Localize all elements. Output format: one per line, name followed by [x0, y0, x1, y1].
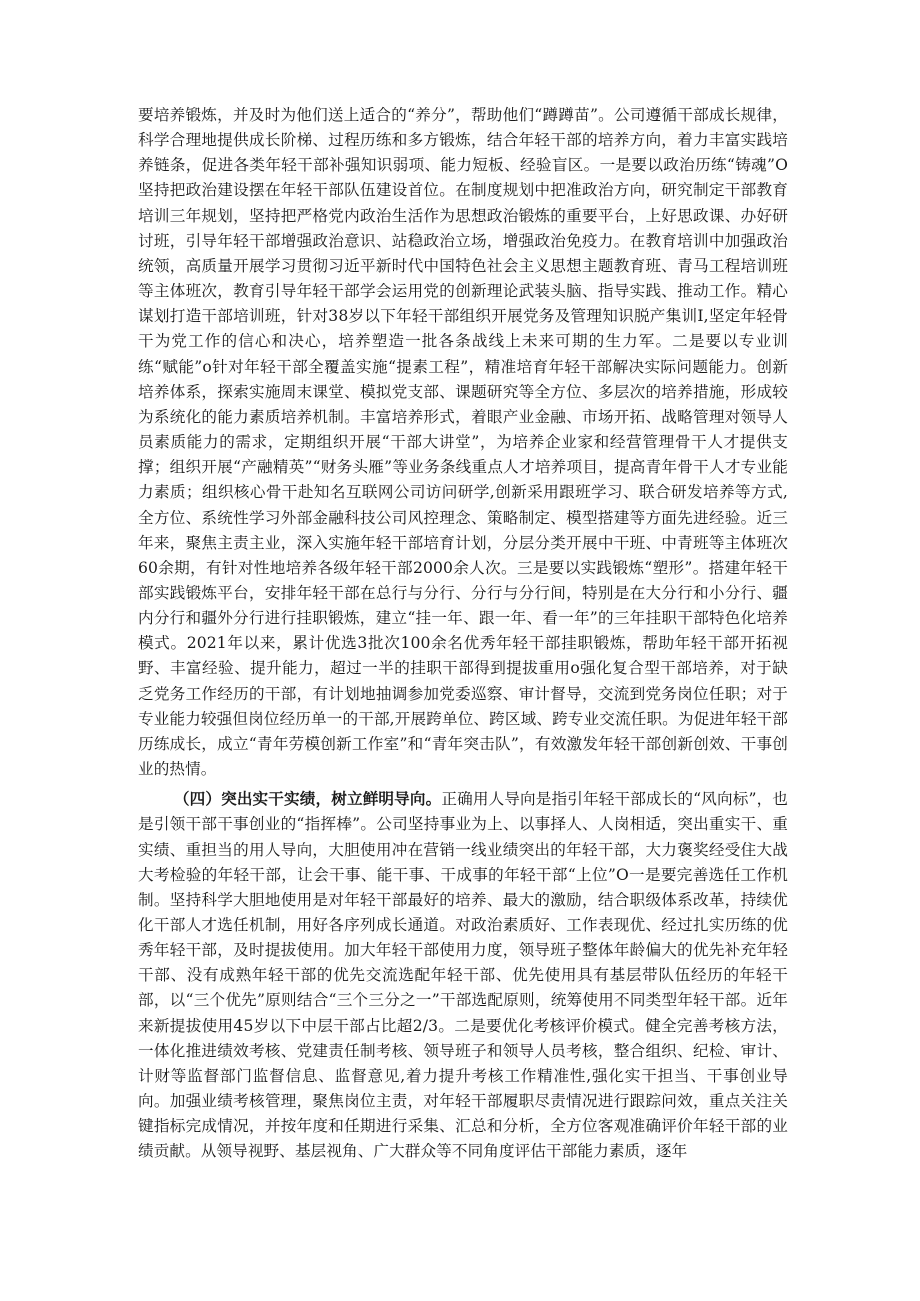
body-paragraph-2: [138, 786, 788, 1164]
body-paragraph-2-text: 正确用人导向是指引年轻干部成长的“风向标”，也是引领干部干事创业的“指挥棒”。公司坚持事业为上、以事择人、人岗相适，突出重实干、重实绩、重担当的用人导向，大胆使用冲在营销一线业绩突出的年轻干部，大力褒奖经受住大战大考检验的年轻干部，让会干事、能干事、干成事的年轻干部“上位”O一是要完善选任工作机制。坚持科学大胆地使用是对年轻干部最好的培养、最大的激励，结合职级体系改革，持续优化干部人才选任机制，用好各序列成长通道。对政治素质好、工作表现优、经过扎实历练的优秀年轻干部，及时提拔使用。加大年轻干部使用力度，领导班子整体年龄偏大的优先补充年轻干部、没有成熟年轻干部的优先交流选配年轻干部、优先使用具有基层带队伍经历的年轻干部，以“三个优先”原则结合“三个三分之一”干部选配原则，统筹使用不同类型年轻干部。近年来新提拔使用45岁以下中层干部占比超2/3。二是要优化考核评价模式。健全完善考核方法，一体化推进绩效考核、党建责任制考核、领导班子和领导人员考核，整合组织、纪检、审计、计财等监督部门监督信息、监督意见,着力提升考核工作精准性,强化实干担当、干事创业导向。加强业绩考核管理，聚焦岗位主责，对年轻干部履职尽责情况进行跟踪问效，重点关注关键指标完成情况，并按年度和任期进行采集、汇总和分析，全方位客观准确评价年轻干部的业绩贡献。从领导视野、基层视角、广大群众等不同角度评估干部能力素质，逐年: [138, 790, 788, 1161]
section-heading-4: （四）突出实干实绩，树立鲜明导向。: [173, 789, 442, 809]
document-page: [138, 103, 788, 1165]
body-paragraph-1: 要培养锻炼，并及时为他们送上适合的“养分”，帮助他们“蹲蹲苗”。公司遵循干部成长规律，科学合理地提供成长阶梯、过程历练和多方锻炼，结合年轻干部的培养方向，着力丰富实践培养链条，促进各类年轻干部补强知识弱项、能力短板、经验盲区。一是要以政治历练“铸魂”O坚持把政治建设摆在年轻干部队伍建设首位。在制度规划中把准政治方向，研究制定干部教育培训三年规划，坚持把严格党内政治生活作为思想政治锻炼的重要平台，上好思政课、办好研讨班，引导年轻干部增强政治意识、站稳政治立场，增强政治免疫力。在教育培训中加强政治统领，高质量开展学习贯彻习近平新时代中国特色社会主义思想主题教育班、青马工程培训班等主体班次，教育引导年轻干部学会运用党的创新理论武装头脑、指导实践、推动工作。精心谋划打造干部培训班，针对38岁以下年轻干部组织开展党务及管理知识脱产集训I,坚定年轻骨干为党工作的信心和决心，培养塑造一批各条战线上未来可期的生力军。二是要以专业训练“赋能”o针对年轻干部全覆盖实施“提素工程”，精准培育年轻干部解决实际问题能力。创新培养体系，探索实施周末课堂、模拟党支部、课题研究等全方位、多层次的培养措施，形成较为系统化的能力素质培养机制。丰富培养形式，着眼产业金融、市场开拓、战略管理对领导人员素质能力的需求，定期组织开展“干部大讲堂”，为培养企业家和经营管理骨干人才提供支撑；组织开展“产融精英”“财务头雁”等业务条线重点人才培养项目，提高青年骨干人才专业能力素质；组织核心骨干赴知名互联网公司访问研学,创新采用跟班学习、联合研发培养等方式,全方位、系统性学习外部金融科技公司风控理念、策略制定、模型搭建等方面先进经验。近三年来，聚焦主责主业，深入实施年轻干部培育计划，分层分类开展中干班、中青班等主体班次60余期，有针对性地培养各级年轻干部2000余人次。三是要以实践锻炼“塑形”。搭建年轻干部实践锻炼平台，安排年轻干部在总行与分行、分行与分行间，特别是在大分行和小分行、疆内分行和疆外分行进行挂职锻炼，建立“挂一年、跟一年、看一年”的三年挂职干部特色化培养模式。2021年以来，累计优选3批次100余名优秀年轻干部挂职锻炼，帮助年轻干部开拓视野、丰富经验、提升能力，超过一半的挂职干部得到提拔重用o强化复合型干部培养，对于缺乏党务工作经历的干部，有计划地抽调参加党委巡察、审计督导，交流到党务岗位任职；对于专业能力较强但岗位经历单一的干部,开展跨单位、跨区域、跨专业交流任职。为促进年轻干部历练成长，成立“青年劳模创新工作室”和“青年突击队”，有效激发年轻干部创新创效、干事创业的热情。: [138, 106, 788, 779]
